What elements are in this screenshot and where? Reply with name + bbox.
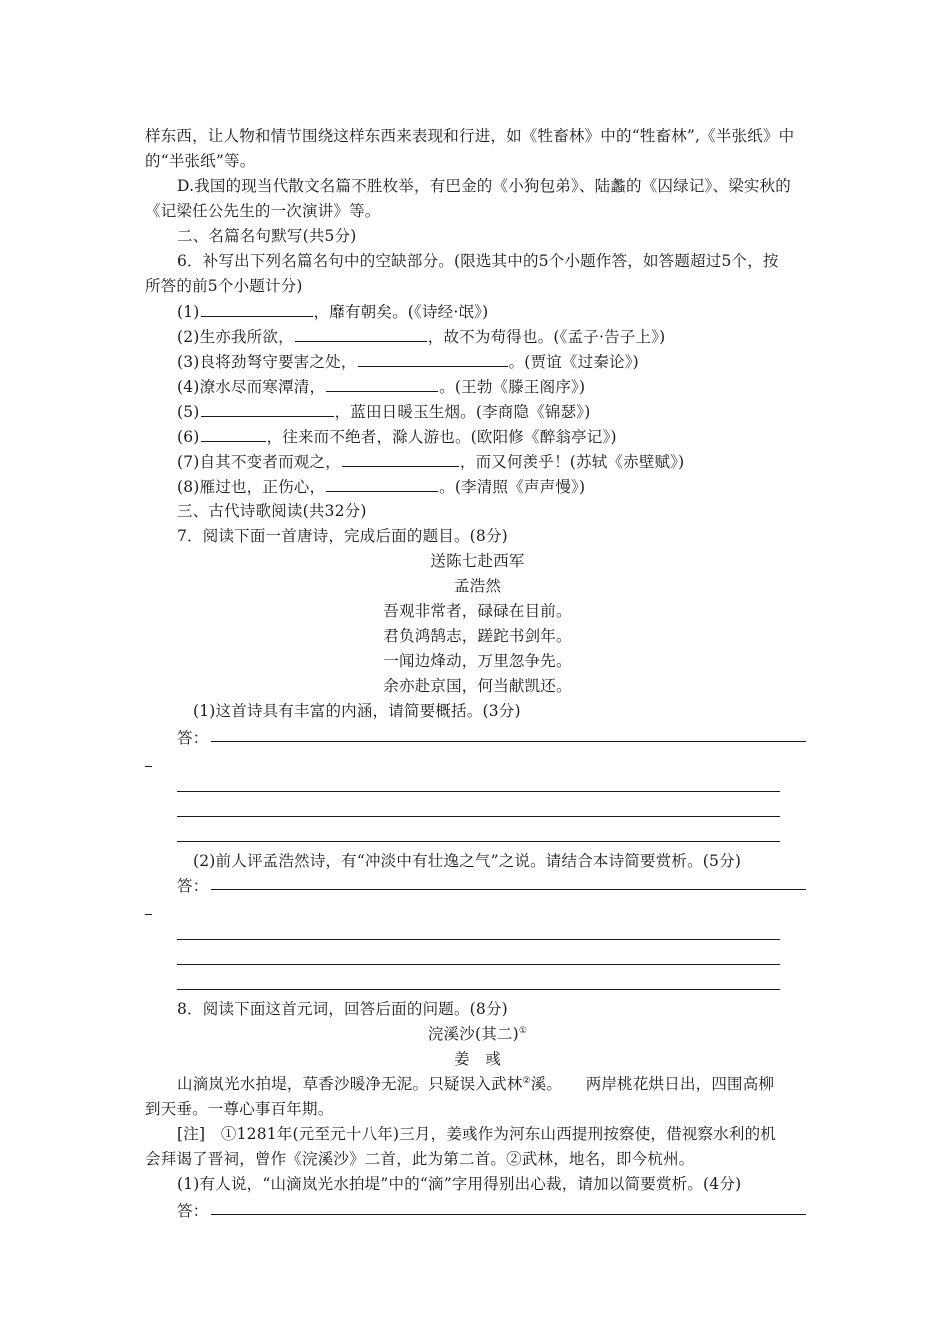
item-text: 。(王勃《滕王阁序》) [439,378,586,396]
fill-item-8 [177,476,810,497]
question-7-2-prompt: (2)前人评孟浩然诗，有“冲淡中有壮逸之气”之说。请结合本诗简要赏析。(5分) [193,852,742,870]
answer-line[interactable] [177,841,780,842]
fill-item-5 [177,401,810,422]
fill-item-1 [177,301,810,322]
footnote-marker: ① [518,1025,528,1036]
item-text: ，蓝田日暖玉生烟。(李商隐《锦瑟》) [334,403,591,421]
item-number: (2) [177,328,200,346]
ci-note: [注] ①1281年(元至元十八年)三月，姜彧作为河东山西提刑按察使，借视察水利的机 [177,1125,777,1143]
fill-item-4 [177,376,810,397]
section-heading: 三、古代诗歌阅读(共32分) [177,502,367,520]
poem-line: 余亦赴京国，何当献凯还。 [383,677,572,695]
fill-item-2 [177,326,810,347]
item-text: 。(贾谊《过秦论》) [508,353,639,371]
answer-blank[interactable] [326,376,438,392]
ci-note: 会拜谒了晋祠，曾作《浣溪沙》二首，此为第二首。②武林，地名，即今杭州。 [145,1150,695,1168]
poem-title: 送陈七赴西军 [430,552,525,570]
item-number: (3) [177,353,200,371]
item-text: ，靡有朝矣。(《诗经·氓》) [313,303,489,321]
option-d-line: D.我国的现当代散文名篇不胜枚举，有巴金的《小狗包弟》、陆蠡的《囚绿记》、梁实秋的 [177,177,792,195]
answer-blank[interactable] [201,426,266,442]
ci-text: 山滴岚光水拍堤，草香沙暖净无泥。只疑误入武林 [177,1075,523,1093]
ci-title-text: 浣溪沙(其二) [427,1025,519,1043]
answer-line[interactable] [177,964,780,965]
ci-title [145,1024,810,1044]
footnote-marker: ② [522,1075,531,1086]
item-text: 。(李清照《声声慢》) [439,478,586,496]
answer-blank[interactable] [295,326,427,342]
answer-blank[interactable] [201,301,313,317]
item-number: (5) [177,403,200,421]
item-text: 潦水尽而寒潭清， [199,378,326,396]
poem-line: 吾观非常者，碌碌在目前。 [383,602,572,620]
answer-line[interactable] [177,989,780,990]
item-text: ，而又何羡乎！(苏轼《赤壁赋》) [459,453,685,471]
answer-label: 答： [177,1202,209,1220]
ci-text-line: 到天垂。一尊心事百年期。 [145,1100,334,1118]
fill-item-3 [177,351,810,372]
question-6-prompt: 所答的前5个小题计分) [145,277,303,295]
answer-blank[interactable] [342,451,459,467]
answer-line-dash [145,766,152,767]
answer-line[interactable] [177,939,780,940]
paragraph-line: 的“半张纸”等。 [145,152,256,170]
poem-author: 孟浩然 [453,577,502,595]
question-7-1-prompt: (1)这首诗具有丰富的内涵，请简要概括。(3分) [193,702,521,720]
ci-text: 溪。 两岸桃花烘日出，四围高柳 [530,1075,775,1093]
question-8-prompt: 8．阅读下面这首元词，回答后面的问题。(8分) [177,1000,508,1018]
answer-line[interactable] [177,791,780,792]
fill-item-6 [177,426,810,447]
item-number: (8) [177,478,200,496]
answer-line[interactable] [211,889,806,890]
paragraph-line: 样东西，让人物和情节围绕这样东西来表现和行进，如《牲畜林》中的“牲畜林”,《半张纸》中 [145,127,795,145]
poem-line: 君负鸿鹄志，蹉跎书剑年。 [383,627,572,645]
item-text: 生亦我所欲， [199,328,294,346]
item-text: 良将劲弩守要害之处， [199,353,357,371]
item-number: (4) [177,378,200,396]
section-heading: 二、名篇名句默写(共5分) [177,227,357,245]
fill-item-7 [177,451,810,472]
answer-line[interactable] [177,816,780,817]
answer-line[interactable] [211,1214,806,1215]
answer-line-dash [145,914,152,915]
question-7-prompt: 7．阅读下面一首唐诗，完成后面的题目。(8分) [177,527,508,545]
question-6-prompt: 6．补写出下列名篇名句中的空缺部分。(限选其中的5个小题作答，如答题超过5个，按 [177,252,779,270]
item-number: (1) [177,303,200,321]
item-text: ，故不为苟得也。(《孟子·告子上》) [427,328,666,346]
option-d-line: 《记梁任公先生的一次演讲》等。 [145,202,381,220]
answer-label: 答： [177,877,209,895]
item-text: 雁过也，正伤心， [199,478,326,496]
question-8-1-prompt: (1)有人说，“山滴岚光水拍堤”中的“滴”字用得别出心裁，请加以简要赏析。(4分) [177,1175,742,1193]
item-text: ，往来而不绝者，滁人游也。(欧阳修《醉翁亭记》) [266,428,617,446]
answer-line[interactable] [211,741,806,742]
item-text: 自其不变者而观之， [199,453,341,471]
answer-blank[interactable] [358,351,508,367]
answer-label: 答： [177,729,209,747]
item-number: (7) [177,453,200,471]
ci-text-line [177,1074,810,1094]
answer-blank[interactable] [326,476,438,492]
answer-blank[interactable] [201,401,334,417]
item-number: (6) [177,428,200,446]
poem-line: 一闻边烽动，万里忽争先。 [383,652,572,670]
ci-author: 姜 彧 [453,1050,502,1068]
